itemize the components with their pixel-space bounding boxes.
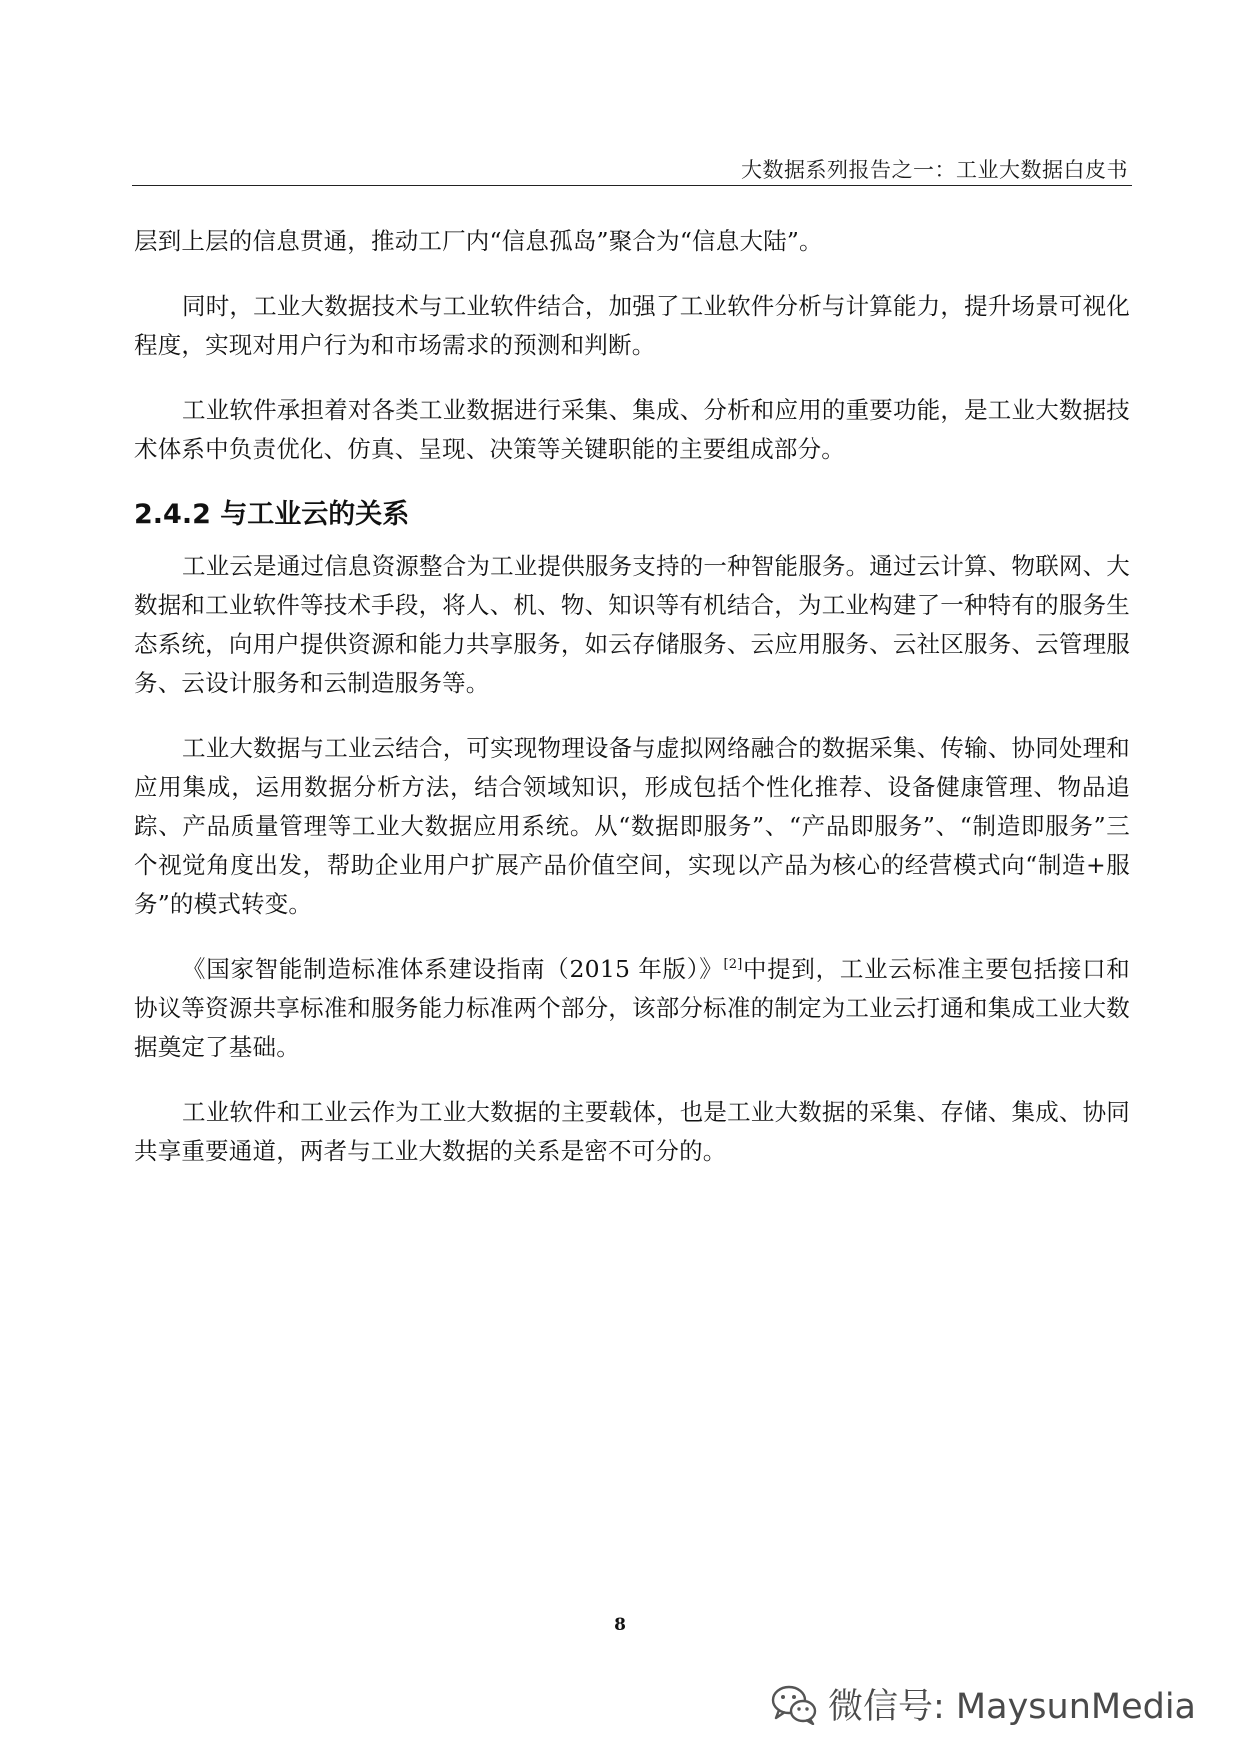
paragraph: 工业软件承担着对各类工业数据进行采集、集成、分析和应用的重要功能，是工业大数据技术体系中负责优化、仿真、呈现、决策等关键职能的主要组成部分。	[134, 396, 1130, 463]
citation-body: 中提到，工业云标准主要包括接口和协议等资源共享标准和服务能力标准两个部分，该部分标准的制定为工业云打通和集成工业大数据奠定了基础。	[134, 955, 1130, 1061]
page-number: 8	[614, 1615, 626, 1635]
paragraph: 工业软件和工业云作为工业大数据的主要载体，也是工业大数据的采集、存储、集成、协同共享重要通道，两者与工业大数据的关系是密不可分的。	[134, 1098, 1130, 1165]
paragraph: 工业云是通过信息资源整合为工业提供服务支持的一种智能服务。通过云计算、物联网、大数据和工业软件等技术手段，将人、机、物、知识等有机结合，为工业构建了一种特有的服务生态系统，向用户提供资源和能力共享服务，如云存储服务、云应用服务、云社区服务、云管理服务、云设计服务和云制造服务等。	[134, 552, 1130, 697]
reference-marker: [2]	[723, 957, 743, 973]
paragraph: 层到上层的信息贯通，推动工厂内“信息孤岛”聚合为“信息大陆”。	[134, 227, 823, 255]
watermark-text: 微信号: MaysunMedia	[828, 1687, 1196, 1727]
header-divider	[132, 185, 1132, 186]
running-header: 大数据系列报告之一：工业大数据白皮书	[741, 158, 1128, 182]
page-body	[134, 222, 1130, 1197]
citation-title: 《国家智能制造标准体系建设指南（2015 年版）》	[182, 955, 724, 983]
citation-paragraph	[134, 950, 1130, 1067]
section-heading: 2.4.2 与工业云的关系	[134, 499, 410, 530]
watermark	[770, 1680, 1196, 1728]
wechat-icon	[770, 1683, 818, 1725]
paragraph: 同时，工业大数据技术与工业软件结合，加强了工业软件分析与计算能力，提升场景可视化程度，实现对用户行为和市场需求的预测和判断。	[134, 292, 1130, 359]
paragraph: 工业大数据与工业云结合，可实现物理设备与虚拟网络融合的数据采集、传输、协同处理和应用集成，运用数据分析方法，结合领域知识，形成包括个性化推荐、设备健康管理、物品追踪、产品质量管理等工业大数据应用系统。从“数据即服务”、“产品即服务”、“制造即服务”三个视觉角度出发，帮助企业用户扩展产品价值空间，实现以产品为核心的经营模式向“制造+服务”的模式转变。	[134, 734, 1130, 918]
